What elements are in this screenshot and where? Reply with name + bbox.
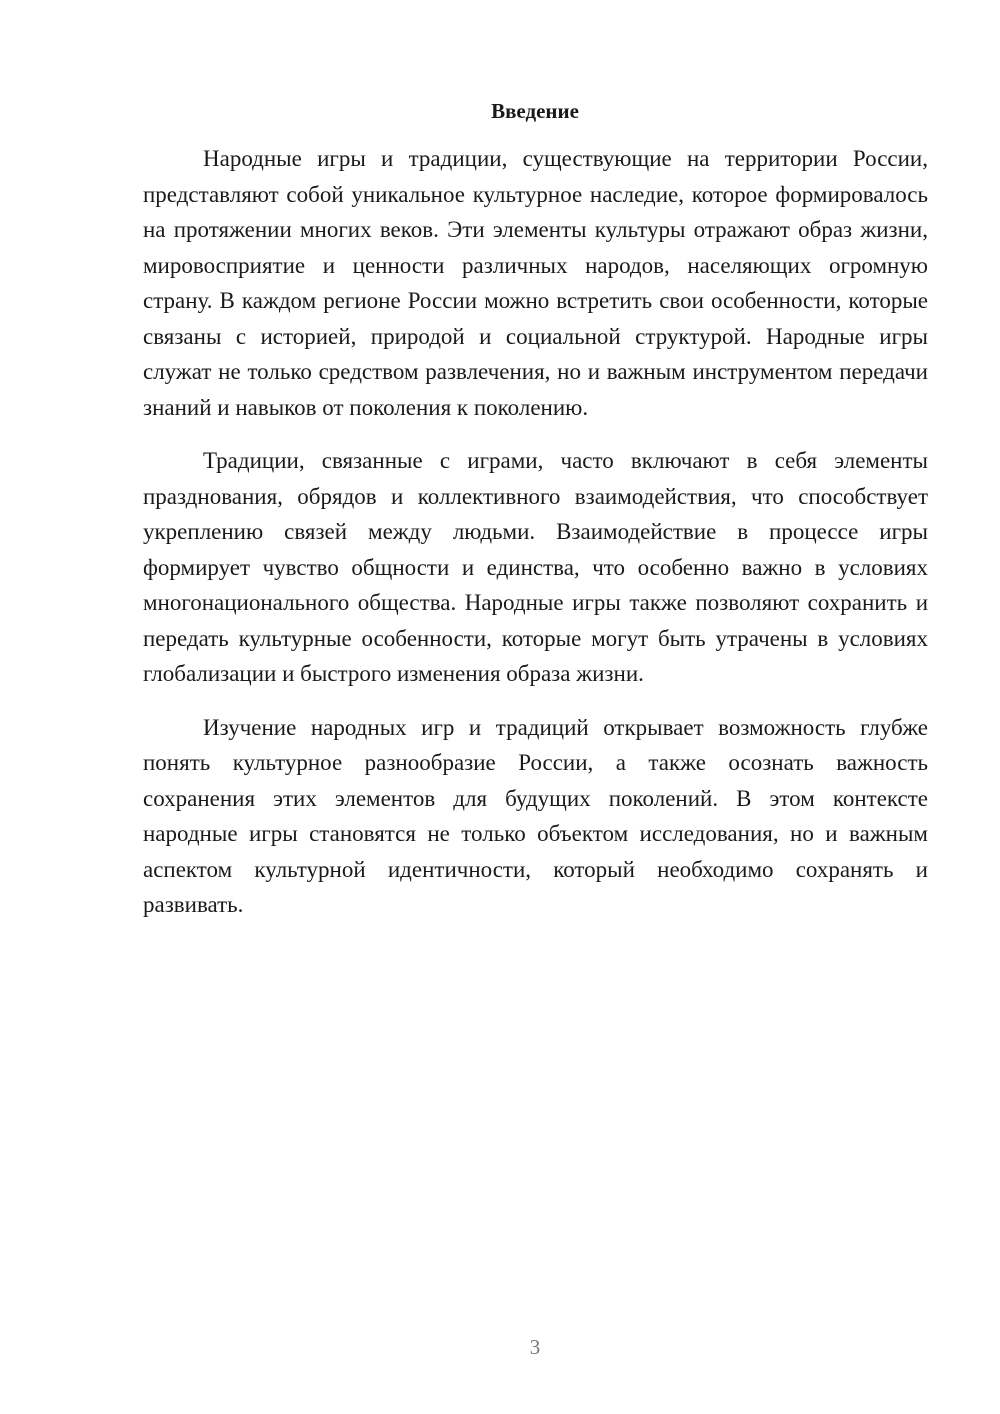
paragraph: Народные игры и традиции, существующие на территории России, представляют собой уникальное культурное наследие, которое формировалось на протяжении многих веков. Эти элементы культуры отражают образ жизни, мировосприятие и ценности различных народов, населяющих огромную страну. В каждом регионе России можно встретить свои особенности, которые связаны с историей, природой и социальной структурой. Народные игры служат не только средством развлечения, но и важным инструментом передачи знаний и навыков от поколения к поколению. (143, 146, 928, 420)
paragraph: Изучение народных игр и традиций открывает возможность глубже понять культурное разнообразие России, а также осознать важность сохранения этих элементов для будущих поколений. В этом контексте народные игры становятся не только объектом исследования, но и важным аспектом культурной идентичности, который необходимо сохранять и развивать. (143, 714, 928, 917)
section-title: Введение (491, 99, 579, 123)
paragraph: Традиции, связанные с играми, часто включают в себя элементы празднования, обрядов и коллективного взаимодействия, что способствует укреплению связей между людьми. Взаимодействие в процессе игры формирует чувство общности и единства, что особенно важно в условиях многонационального общества. Народные игры также позволяют сохранить и передать культурные особенности, которые могут быть утрачены в условиях глобализации и быстрого изменения образа жизни. (143, 448, 928, 686)
page-number: 3 (529, 1335, 541, 1359)
body-text (143, 141, 928, 941)
